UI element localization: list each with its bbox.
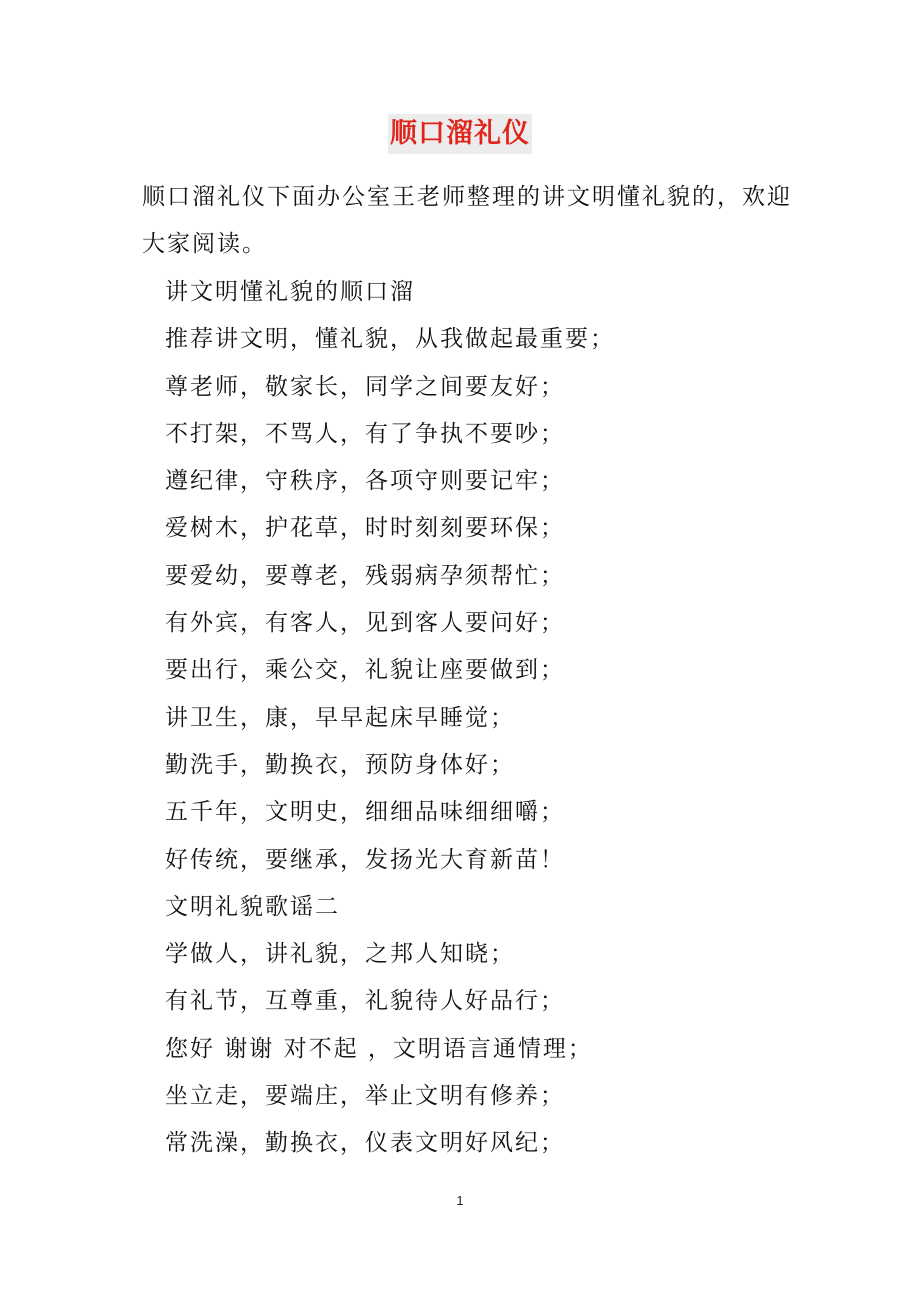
verse-line: 讲文明懂礼貌的顺口溜 xyxy=(165,279,415,305)
verse-line: 五千年，文明史，细细品味细细嚼； xyxy=(165,799,565,826)
verse-line: 推荐讲文明，懂礼貌，从我做起最重要； xyxy=(165,326,615,353)
verse-line: 常洗澡，勤换衣，仪表文明好风纪； xyxy=(165,1130,565,1157)
title-container xyxy=(0,114,920,154)
page-number: 1 xyxy=(456,1193,464,1208)
verse-line: 坐立走，要端庄，举止文明有修养； xyxy=(165,1083,565,1110)
verse-line: 您好 谢谢 对不起 ，文明语言通情理； xyxy=(165,1035,593,1062)
verse-line: 勤洗手，勤换衣，预防身体好； xyxy=(165,751,515,778)
verse-line: 文明礼貌歌谣二 xyxy=(165,893,340,920)
verse-line: 有礼节，互尊重，礼貌待人好品行； xyxy=(165,988,565,1015)
document-title: 顺口溜礼仪 xyxy=(388,114,532,154)
verse-line: 有外宾，有客人，见到客人要问好； xyxy=(165,610,565,637)
verse-line: 爱树木，护花草，时时刻刻要环保； xyxy=(165,515,565,542)
verse-line: 要爱幼，要尊老，残弱病孕须帮忙； xyxy=(165,562,565,589)
verse-line: 遵纪律，守秩序，各项守则要记牢； xyxy=(165,468,565,495)
verse-line: 学做人，讲礼貌，之邦人知晓； xyxy=(165,941,515,968)
intro-paragraph: 顺口溜礼仪下面办公室王老师整理的讲文明懂礼貌的，欢迎大家阅读。 xyxy=(142,184,792,257)
verse-line: 尊老师，敬家长，同学之间要友好； xyxy=(165,373,565,400)
verse-line: 好传统，要继承，发扬光大育新苗！ xyxy=(165,846,565,873)
verse-list xyxy=(165,269,805,1168)
verse-line: 要出行，乘公交，礼貌让座要做到； xyxy=(165,657,565,684)
verse-line: 讲卫生，康，早早起床早睡觉； xyxy=(165,704,515,731)
verse-line: 不打架，不骂人，有了争执不要吵； xyxy=(165,420,565,447)
